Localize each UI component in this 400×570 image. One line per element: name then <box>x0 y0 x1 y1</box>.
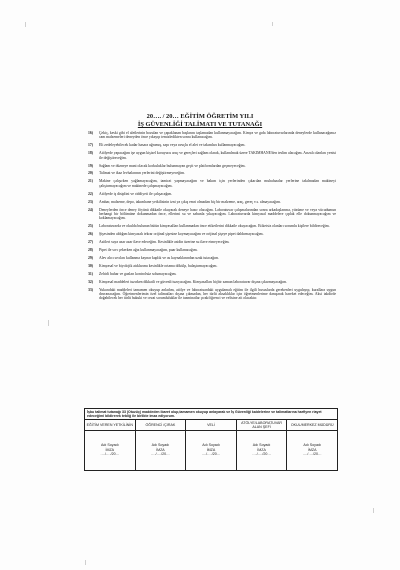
instruction-item <box>88 179 336 188</box>
instruction-list <box>88 131 336 304</box>
date-label: …./…./20… <box>100 452 120 457</box>
item-text: Kimyasal maddeleri tuzırken dikkatli ve güvenli tuzıyacağım. Kimyasalları hiçbir zaman laboratuvar dışına çıkarmayacağım. <box>99 279 288 284</box>
item-number: 27) <box>88 240 93 245</box>
signature-table <box>84 419 338 470</box>
signature-cell[interactable] <box>85 430 136 470</box>
item-number: 28) <box>88 247 93 252</box>
item-text: Kimyasal ve biyolojik atıklarımı kesinlikle ortama dökülp, bulaştırmayacağım. <box>99 263 218 268</box>
header-cell: ATÖLYE/LABORATUVAR ALAN ŞEFİ <box>236 420 287 430</box>
item-number: 32) <box>88 279 93 284</box>
signature-section <box>84 408 338 471</box>
instruction-item <box>88 143 336 147</box>
scan-mark <box>373 508 374 513</box>
instruction-item <box>88 200 336 204</box>
instruction-item <box>88 272 336 276</box>
item-number: 22) <box>88 191 93 196</box>
signature-note: İşbu talimat tutanağı 33 (Otuzüç) maddeden ibaret olup,tamamen okuyup anlayarak ve İş Güvenliği kaidelerine ve talimatlarına harfiyen riayet edeceğimi bildirerek tebliğ ile birlikte imza ediyorum. <box>84 408 338 419</box>
instruction-item <box>88 288 336 301</box>
item-text: Zehirli buhar ve gazları kontrolsüz solumayacağım. <box>99 271 177 276</box>
document-title: İŞ GÜVENLİĞİ TALİMATI VE TUTANAĞI <box>137 121 263 128</box>
instruction-item <box>88 232 336 236</box>
header-cell: ÖĞRENCİ /ÇIRAK <box>135 420 186 430</box>
item-number: 24) <box>88 207 93 212</box>
item-text: Atölyede yapacağım işe uygun kişisel koruyucu araç ve gereçleri sağlam olarak, kullanılmak üzere TAKIMHANE'den teslim alacağım. Arızalı olanları yenisi ile değiştireceğim. <box>99 151 336 160</box>
instruction-item <box>88 240 336 244</box>
document-title-year: 20…. / 20… EĞİTİM ÖĞRETİM YILI <box>146 113 254 120</box>
instruction-item <box>88 280 336 284</box>
signature-header-row <box>85 420 338 430</box>
item-number: 31) <box>88 271 93 276</box>
signature-cell[interactable] <box>236 430 287 470</box>
scan-mark <box>25 22 26 27</box>
item-text: Alev alıcı sıvıları kullanma kaynar kaplık ve ısı kaynaklarından uzak tutacağım. <box>99 255 220 260</box>
scan-mark <box>48 320 49 326</box>
item-text: Asitleri suya azar azar ilave edeceğim. Kesinlikle asidin üzerine su ilave etmeyeceğim. <box>99 240 230 245</box>
item-text: Çekiç, keski gibi el aletlerinin bozulan ve çapaklanan başlarını taşlamadan kullanmayacağım. Kimya ve gıda laboratuvarlarında deneylerde kullanacağımız cam malzemeleri deneyden önce yıkayıp temizledikten sonra kullanacağım. <box>99 131 336 140</box>
item-number: 25) <box>88 224 93 229</box>
name-label: Adı Soyadı <box>151 443 170 448</box>
instruction-item <box>88 256 336 260</box>
item-text: Eli zedeleyebilecek kadar hasara uğramış, sapı veya avuçlu el alet ve takımları kullanmayacağım. <box>99 143 246 148</box>
item-number: 33) <box>88 287 93 292</box>
header-cell: EĞİTİM VEREN YETKİLİNİN <box>85 420 136 430</box>
item-text: Makine çalışırken yağlamayacağım, tamirat yapmayacağım ve bakım için yerlerinden çıkarılan muhafazalar yerlerine takılmadan makineyi çalıştırmayacağım ve makinede çalışmayacağım. <box>99 179 336 188</box>
header-cell: OKUL/MERKEZ MÜDÜRÜ <box>287 420 338 430</box>
instruction-item <box>88 248 336 252</box>
scan-mark <box>272 22 273 26</box>
date-label: …./…./20… <box>302 452 322 457</box>
item-text: Şişesinden aldığım kimyasalı tekrar orijinal şişesine koymayacağım ve orijinal şişeye pipet daldırmayacağım. <box>99 232 264 237</box>
date-label: …./…./20… <box>151 452 170 457</box>
item-text: Talimat ve ikaz levhalarının yerlerini değiştirmeyeceğim. <box>99 171 185 176</box>
instruction-item <box>88 208 336 221</box>
item-number: 29) <box>88 255 93 260</box>
instruction-item <box>88 171 336 175</box>
signature-row <box>85 430 338 470</box>
name-label: Adı Soyadı <box>303 443 321 448</box>
scan-mark <box>85 560 86 565</box>
instruction-item <box>88 224 336 228</box>
item-number: 26) <box>88 232 93 237</box>
sign-label: İMZA <box>105 447 115 452</box>
item-number: 16) <box>88 131 93 135</box>
name-label: Adı Soyadı <box>252 443 271 448</box>
instruction-item <box>88 192 336 196</box>
date-label: …./…./20… <box>201 452 221 457</box>
instruction-item <box>88 164 336 168</box>
sign-label: İMZA <box>307 447 317 452</box>
instruction-item <box>88 151 336 160</box>
item-text: Sağlam ve düzneye mani olacak korkuluklar bulunmayan geçit ve platformlardan geçmeyeceğim. <box>99 163 246 168</box>
item-number: 17) <box>88 143 93 148</box>
item-text: Yukarıdaki maddeleri tamamen okuyup anladım, atölye ve laboratuardaki uygulamalı eğitim ile ilgili hususlarda gerekenleri uygulayıp, kurallara uygun davranacağım. Öğretmenlerimin özel talimatları dışına çıkmadan, her türlü aksaklıklar için öğretmenlerime danışarak hareket edeceğim. Aksi takdirde doğabilecek her türlü hukuki ve cezai sorumluluklar ile tazminatlar çırak/öğrenci ve velisine ait olacaktır. <box>99 287 336 301</box>
header-cell: VELİ <box>186 420 237 430</box>
name-label: Adı Soyadı <box>202 443 220 448</box>
name-label: Adı Soyadı <box>101 443 119 448</box>
item-number: 30) <box>88 263 93 268</box>
item-number: 18) <box>88 151 93 156</box>
item-text: Ambar, malzeme, depo, takımhane yetkilisinin izni ya çıkış emri olmadan hiç bir malzeme, araç, gereç v.s. almayacağım. <box>99 199 281 204</box>
sign-label: İMZA <box>206 447 216 452</box>
signature-cell[interactable] <box>287 430 338 470</box>
item-number: 19) <box>88 163 93 168</box>
item-text: Laboratuvarda ve okulda bulunan bütün kimyasalları kullanmadan önce etiketlerini dikkatle okuyacağım. Etiketsiz olanları sorumlu kişilere bildireceğim. <box>99 224 330 229</box>
date-label: …./…./20… <box>252 452 271 457</box>
sign-label: İMZA <box>156 447 165 452</box>
item-number: 23) <box>88 199 93 204</box>
instruction-item <box>88 264 336 268</box>
item-number: 20) <box>88 171 93 176</box>
signature-cell[interactable] <box>186 430 237 470</box>
item-number: 21) <box>88 179 93 184</box>
item-text: Atölyede iş disiplini ve ciddiyeti ile çalışacağım. <box>99 191 173 196</box>
instruction-item <box>88 131 336 140</box>
signature-cell[interactable] <box>135 430 186 470</box>
sign-label: İMZA <box>257 447 266 452</box>
item-text: Deneylerden önce deney föyünü dikkatle okuyarak deneye hazır olacağım. Laboratuvar çalışmalarından sonra arkadaşlarıma, yüzüme ve veya vücudumun herhangi bir bölümüne dokunmadan önce, ellerimi su ve sabunla yıkayacağım. Laboratuvarda kimyasal maddelere çıplak elle dokunmayacağım ve koklamayacağım. <box>99 207 336 221</box>
item-text: Pipet ile sıvı çekerken ağız kullanmayacağım, puar kullanacağım. <box>99 247 198 252</box>
